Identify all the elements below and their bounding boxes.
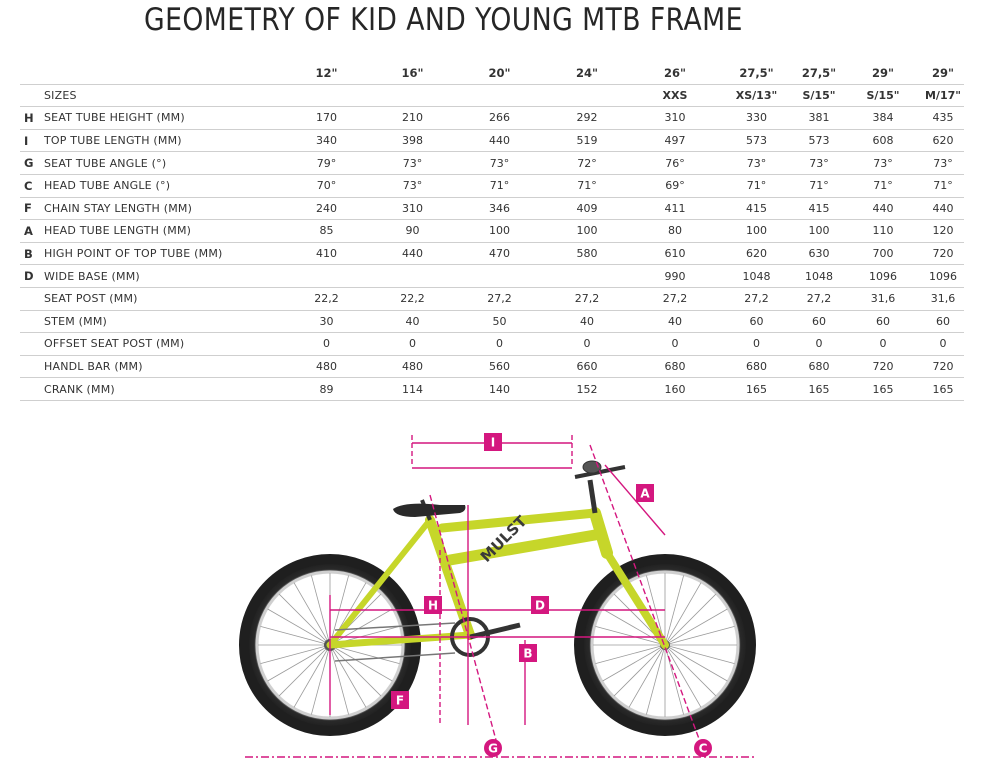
value-cell: 700 [844, 242, 922, 265]
table-row [20, 107, 964, 130]
value-cell: 0 [284, 333, 369, 356]
value-cell: 0 [719, 333, 794, 356]
row-label: HEAD TUBE LENGTH (MM) [44, 220, 284, 243]
value-cell: 0 [369, 333, 456, 356]
value-cell: 71° [456, 174, 543, 197]
marker-i [484, 433, 502, 451]
value-cell: 0 [543, 333, 631, 356]
value-cell: 435 [922, 107, 964, 130]
table-row [20, 333, 964, 356]
row-code: A [20, 220, 44, 243]
value-cell: 608 [844, 129, 922, 152]
frame-size-cell [456, 84, 543, 107]
value-cell: 89 [284, 378, 369, 401]
sizes-row [20, 84, 964, 107]
value-cell: 71° [844, 174, 922, 197]
value-cell: 160 [631, 378, 719, 401]
value-cell: 310 [631, 107, 719, 130]
value-cell [543, 265, 631, 288]
value-cell: 480 [284, 355, 369, 378]
value-cell: 85 [284, 220, 369, 243]
marker-letter: C [698, 741, 708, 756]
value-cell: 76° [631, 152, 719, 175]
row-label: SEAT TUBE HEIGHT (MM) [44, 107, 284, 130]
value-cell: 22,2 [284, 287, 369, 310]
row-code: C [20, 174, 44, 197]
value-cell: 630 [794, 242, 844, 265]
value-cell: 31,6 [922, 287, 964, 310]
table-row [20, 378, 964, 401]
value-cell: 79° [284, 152, 369, 175]
row-code [20, 333, 44, 356]
value-cell: 1096 [844, 265, 922, 288]
frame-size-cell [543, 84, 631, 107]
wheel-size-header: 12" [284, 62, 369, 84]
table-row [20, 197, 964, 220]
value-cell: 497 [631, 129, 719, 152]
row-label: SEAT POST (MM) [44, 287, 284, 310]
row-code: D [20, 265, 44, 288]
value-cell: 610 [631, 242, 719, 265]
value-cell: 680 [631, 355, 719, 378]
value-cell: 27,2 [719, 287, 794, 310]
wheel-size-header: 29" [922, 62, 964, 84]
value-cell: 573 [794, 129, 844, 152]
value-cell [284, 265, 369, 288]
value-cell: 519 [543, 129, 631, 152]
table-row [20, 265, 964, 288]
table-row [20, 220, 964, 243]
value-cell: 40 [369, 310, 456, 333]
value-cell: 680 [719, 355, 794, 378]
value-cell: 71° [719, 174, 794, 197]
value-cell: 720 [922, 355, 964, 378]
value-cell: 580 [543, 242, 631, 265]
value-cell: 60 [719, 310, 794, 333]
value-cell: 73° [844, 152, 922, 175]
table-row [20, 287, 964, 310]
value-cell: 990 [631, 265, 719, 288]
marker-letter: I [490, 435, 496, 450]
wheel-size-header: 27,5" [794, 62, 844, 84]
value-cell: 165 [794, 378, 844, 401]
value-cell: 310 [369, 197, 456, 220]
value-cell: 69° [631, 174, 719, 197]
frame-size-cell: S/15" [794, 84, 844, 107]
value-cell: 384 [844, 107, 922, 130]
value-cell: 470 [456, 242, 543, 265]
value-cell: 152 [543, 378, 631, 401]
value-cell: 100 [719, 220, 794, 243]
value-cell: 415 [794, 197, 844, 220]
value-cell: 0 [844, 333, 922, 356]
value-cell: 165 [719, 378, 794, 401]
page-title: GEOMETRY OF KID AND YOUNG MTB FRAME [144, 2, 743, 38]
value-cell: 0 [631, 333, 719, 356]
value-cell: 30 [284, 310, 369, 333]
row-code [20, 378, 44, 401]
value-cell: 27,2 [794, 287, 844, 310]
wheel-size-header: 27,5" [719, 62, 794, 84]
frame-size-cell [284, 84, 369, 107]
value-cell: 60 [844, 310, 922, 333]
value-cell: 398 [369, 129, 456, 152]
marker-letter: H [427, 598, 439, 613]
marker-letter: G [488, 741, 498, 756]
marker-a [636, 484, 654, 502]
value-cell: 210 [369, 107, 456, 130]
value-cell: 100 [543, 220, 631, 243]
value-cell: 1048 [719, 265, 794, 288]
value-cell: 680 [794, 355, 844, 378]
value-cell: 90 [369, 220, 456, 243]
wheel-size-header: 20" [456, 62, 543, 84]
row-code [20, 84, 44, 107]
value-cell: 440 [844, 197, 922, 220]
table-row [20, 310, 964, 333]
row-code: H [20, 107, 44, 130]
value-cell: 1096 [922, 265, 964, 288]
value-cell: 340 [284, 129, 369, 152]
value-cell: 100 [456, 220, 543, 243]
row-label: HANDL BAR (MM) [44, 355, 284, 378]
value-cell: 40 [543, 310, 631, 333]
marker-b [519, 644, 537, 662]
value-cell: 27,2 [456, 287, 543, 310]
header-spacer [44, 62, 284, 84]
value-cell: 114 [369, 378, 456, 401]
geometry-table [20, 62, 964, 401]
value-cell: 165 [922, 378, 964, 401]
row-label: CHAIN STAY LENGTH (MM) [44, 197, 284, 220]
frame-size-cell [369, 84, 456, 107]
wheel-size-header: 16" [369, 62, 456, 84]
marker-letter: D [535, 598, 545, 613]
row-label: SEAT TUBE ANGLE (°) [44, 152, 284, 175]
value-cell: 0 [922, 333, 964, 356]
value-cell [456, 265, 543, 288]
value-cell: 266 [456, 107, 543, 130]
row-label: HEAD TUBE ANGLE (°) [44, 174, 284, 197]
value-cell: 140 [456, 378, 543, 401]
row-code: F [20, 197, 44, 220]
value-cell: 440 [922, 197, 964, 220]
row-code: B [20, 242, 44, 265]
handlebar [575, 461, 625, 513]
value-cell: 60 [794, 310, 844, 333]
value-cell: 73° [794, 152, 844, 175]
sizes-label: SIZES [44, 84, 284, 107]
row-code: G [20, 152, 44, 175]
marker-g [484, 739, 502, 757]
value-cell: 73° [922, 152, 964, 175]
wheel-size-header: 26" [631, 62, 719, 84]
value-cell: 22,2 [369, 287, 456, 310]
value-cell: 330 [719, 107, 794, 130]
value-cell: 411 [631, 197, 719, 220]
value-cell: 27,2 [543, 287, 631, 310]
value-cell: 409 [543, 197, 631, 220]
marker-c [694, 739, 712, 757]
table-row [20, 152, 964, 175]
value-cell: 50 [456, 310, 543, 333]
value-cell: 27,2 [631, 287, 719, 310]
value-cell: 80 [631, 220, 719, 243]
value-cell: 72° [543, 152, 631, 175]
value-cell: 1048 [794, 265, 844, 288]
marker-h [424, 596, 442, 614]
value-cell: 720 [922, 242, 964, 265]
value-cell: 170 [284, 107, 369, 130]
value-cell [369, 265, 456, 288]
row-label: HIGH POINT OF TOP TUBE (MM) [44, 242, 284, 265]
frame-size-cell: M/17" [922, 84, 964, 107]
value-cell: 410 [284, 242, 369, 265]
value-cell: 480 [369, 355, 456, 378]
table-row [20, 355, 964, 378]
value-cell: 31,6 [844, 287, 922, 310]
row-label: OFFSET SEAT POST (MM) [44, 333, 284, 356]
value-cell: 0 [794, 333, 844, 356]
value-cell: 660 [543, 355, 631, 378]
marker-f [391, 691, 409, 709]
header-spacer [20, 62, 44, 84]
table-row [20, 174, 964, 197]
marker-d [531, 596, 549, 614]
value-cell: 415 [719, 197, 794, 220]
value-cell: 73° [456, 152, 543, 175]
wheel-size-header-row [20, 62, 964, 84]
table-row [20, 242, 964, 265]
value-cell: 620 [719, 242, 794, 265]
value-cell: 71° [543, 174, 631, 197]
row-code: I [20, 129, 44, 152]
value-cell: 71° [794, 174, 844, 197]
value-cell: 60 [922, 310, 964, 333]
value-cell: 240 [284, 197, 369, 220]
frame-size-cell: S/15" [844, 84, 922, 107]
row-code [20, 310, 44, 333]
value-cell: 573 [719, 129, 794, 152]
value-cell: 73° [369, 152, 456, 175]
value-cell: 440 [456, 129, 543, 152]
marker-letter: F [395, 693, 405, 708]
marker-letter: B [523, 646, 533, 661]
marker-letter: A [640, 486, 650, 501]
value-cell: 100 [794, 220, 844, 243]
value-cell: 560 [456, 355, 543, 378]
seat [393, 500, 465, 520]
value-cell: 440 [369, 242, 456, 265]
row-code [20, 287, 44, 310]
value-cell: 71° [922, 174, 964, 197]
frame-size-cell: XXS [631, 84, 719, 107]
frame-brand-text: MULST [476, 512, 531, 566]
value-cell: 381 [794, 107, 844, 130]
value-cell: 346 [456, 197, 543, 220]
row-code [20, 355, 44, 378]
row-label: STEM (MM) [44, 310, 284, 333]
value-cell: 40 [631, 310, 719, 333]
bike-geometry-diagram [235, 425, 760, 765]
table-row [20, 129, 964, 152]
value-cell: 620 [922, 129, 964, 152]
value-cell: 165 [844, 378, 922, 401]
value-cell: 70° [284, 174, 369, 197]
row-label: TOP TUBE LENGTH (MM) [44, 129, 284, 152]
wheel-size-header: 29" [844, 62, 922, 84]
value-cell: 292 [543, 107, 631, 130]
value-cell: 720 [844, 355, 922, 378]
value-cell: 0 [456, 333, 543, 356]
row-label: CRANK (MM) [44, 378, 284, 401]
wheel-size-header: 24" [543, 62, 631, 84]
row-label: WIDE BASE (MM) [44, 265, 284, 288]
value-cell: 73° [369, 174, 456, 197]
frame-size-cell: XS/13" [719, 84, 794, 107]
value-cell: 120 [922, 220, 964, 243]
value-cell: 73° [719, 152, 794, 175]
value-cell: 110 [844, 220, 922, 243]
